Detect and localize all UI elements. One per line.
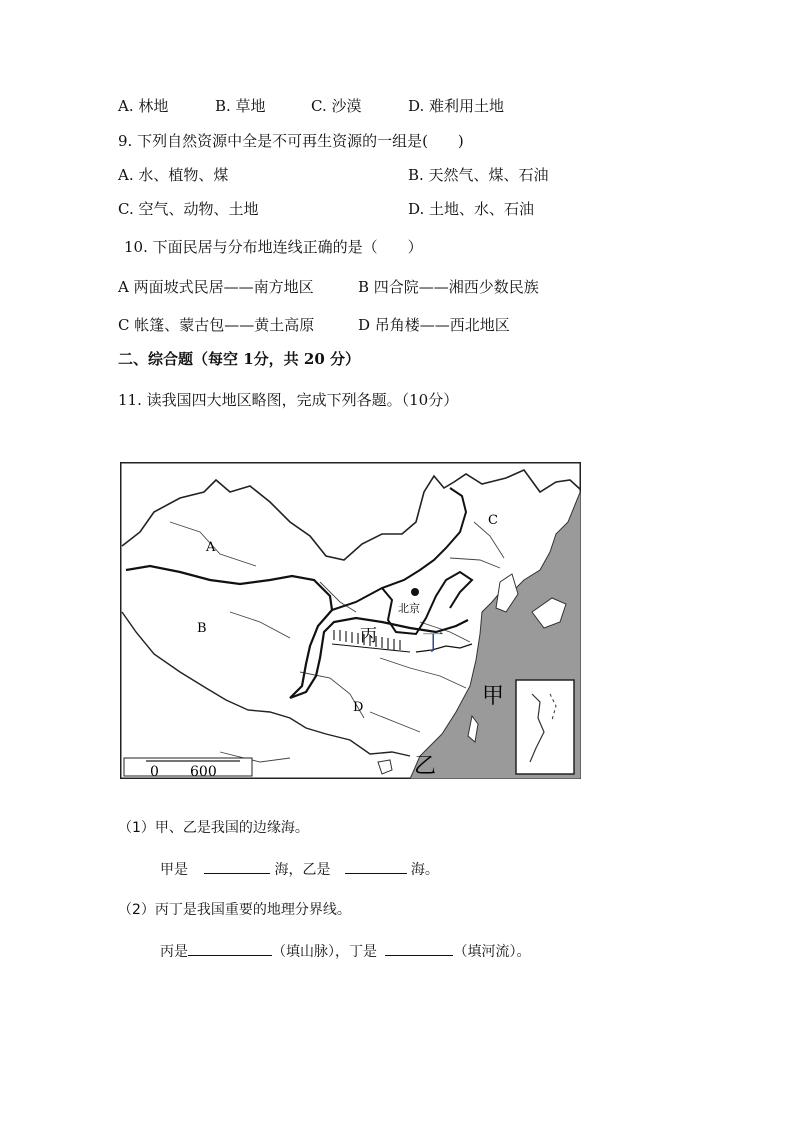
q10-stem: 10. 下面民居与分布地连线正确的是（ ） <box>124 238 423 256</box>
sub-question-1-answer-row <box>160 859 439 880</box>
q8-option-b: B. 草地 <box>215 97 266 115</box>
boundary-label-ding: 丁 <box>422 631 445 656</box>
bing-mountain-blank[interactable] <box>188 941 272 956</box>
sub-question-1-mid: 海，乙是 <box>274 862 331 878</box>
q9-option-c: C. 空气、动物、土地 <box>118 200 259 218</box>
q10-option-a: A 两面坡式民居——南方地区 <box>118 278 314 296</box>
q9-option-b: B. 天然气、煤、石油 <box>408 166 549 184</box>
q11-stem: 11. 读我国四大地区略图，完成下列各题。（10分） <box>118 391 459 409</box>
sub-question-2-bing-prefix: 丙是 <box>160 944 188 960</box>
ding-river-blank[interactable] <box>385 941 453 956</box>
q10-option-c: C 帐篷、蒙古包——黄土高原 <box>118 316 315 334</box>
q10-option-b: B 四合院——湘西少数民族 <box>358 278 539 296</box>
sea-label-yi: 乙 <box>414 754 437 779</box>
sub-question-1-jia-prefix: 甲是 <box>160 862 188 878</box>
q9-option-d: D. 土地、水、石油 <box>408 200 535 218</box>
sub-question-2-hint1: （填山脉），丁是 <box>272 944 377 960</box>
yi-sea-blank[interactable] <box>345 859 407 874</box>
sub-question-1-end: 海。 <box>410 862 439 878</box>
beijing-marker <box>411 588 419 596</box>
region-label-a: A <box>206 540 216 555</box>
q10-option-d: D 吊角楼——西北地区 <box>358 316 510 334</box>
scale-label-zero: 0 <box>150 764 159 779</box>
boundary-label-bing: 丙 <box>360 626 377 646</box>
sub-question-2-title: （2）丙丁是我国重要的地理分界线。 <box>118 902 351 918</box>
sub-question-2-hint2: （填河流）。 <box>453 944 531 960</box>
q8-option-c: C. 沙漠 <box>311 97 362 115</box>
q9-stem: 9. 下列自然资源中全是不可再生资源的一组是( ) <box>118 132 464 150</box>
q8-option-d: D. 难利用土地 <box>408 97 505 115</box>
sub-question-2-answer-row <box>160 941 530 962</box>
scale-label-600: 600 <box>190 764 217 779</box>
q9-option-a: A. 水、植物、煤 <box>118 166 229 184</box>
china-regions-map <box>120 462 581 779</box>
south-sea-inset <box>516 680 574 774</box>
jia-sea-blank[interactable] <box>204 859 270 874</box>
city-label-beijing: 北京 <box>398 602 420 615</box>
section-2-title: 二、综合题（每空 1分，共 20 分） <box>118 350 360 368</box>
q8-option-a: A. 林地 <box>118 97 169 115</box>
region-label-d: D <box>353 700 364 715</box>
sea-label-jia: 甲 <box>482 684 505 709</box>
region-label-c: C <box>488 513 498 528</box>
region-label-b: B <box>197 621 207 636</box>
sub-question-1-title: （1）甲、乙是我国的边缘海。 <box>118 820 309 836</box>
